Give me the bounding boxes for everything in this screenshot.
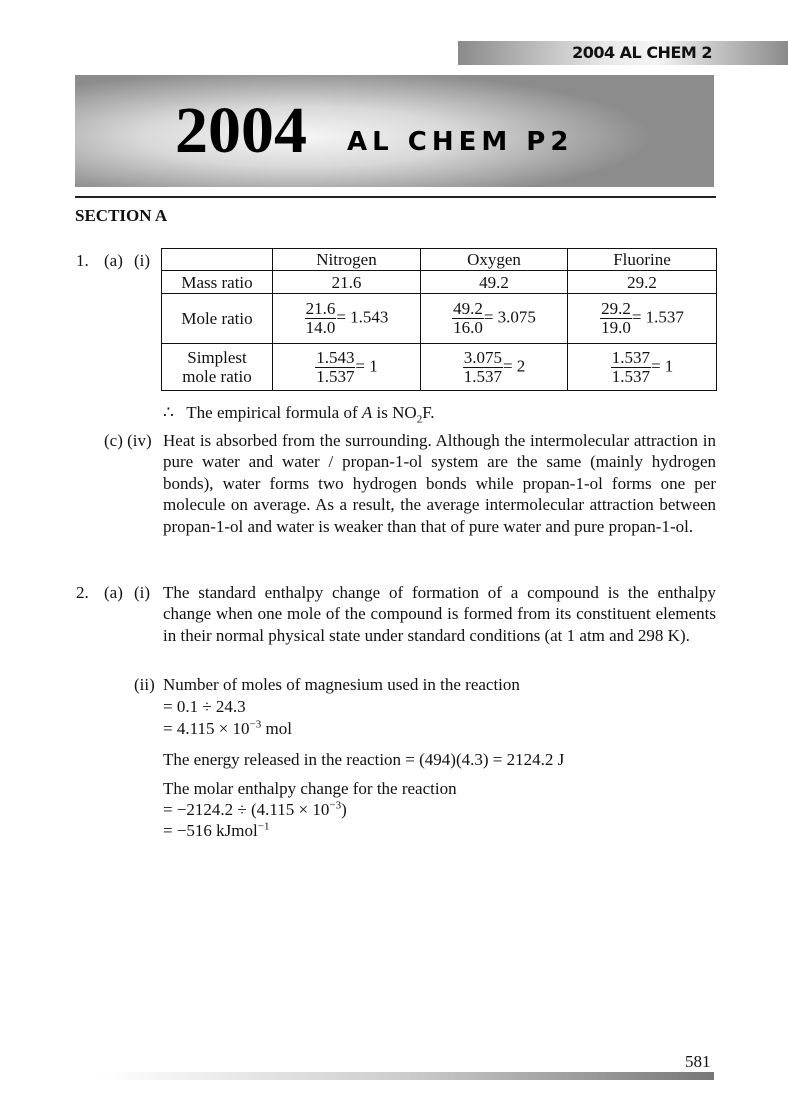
text: = −2124.2 ÷ (4.115 × 10 xyxy=(163,800,330,819)
numerator: 29.2 xyxy=(601,299,631,318)
result: = 1 xyxy=(355,355,378,375)
row-label: Mass ratio xyxy=(162,271,273,294)
q2-sub-ii: (ii) xyxy=(134,675,155,694)
numerator: 1.537 xyxy=(611,347,650,367)
header-cell xyxy=(162,249,273,271)
cell: 49.2 xyxy=(421,271,568,294)
fraction xyxy=(463,349,503,386)
q2-definition: The standard enthalpy change of formation of a compound is the enthalpy change when one mole of the compound is formed from its constituent elements in their normal physical state under standard conditions (at 1 atm and 298 K). xyxy=(163,583,716,645)
fraction xyxy=(611,349,651,386)
numerator: 3.075 xyxy=(463,347,502,367)
result: = 1 xyxy=(650,355,674,375)
text: is NO xyxy=(372,403,417,422)
numerator: 1.543 xyxy=(316,347,355,367)
label-line: mole ratio xyxy=(182,367,252,386)
banner-subtitle: AL CHEM P2 xyxy=(347,127,574,157)
therefore-symbol: ∴ xyxy=(163,403,174,422)
text: F. xyxy=(422,403,435,422)
result: = 1.537 xyxy=(631,307,684,327)
header-cell: Oxygen xyxy=(421,249,568,271)
label-line: Simplest xyxy=(187,348,247,367)
calc-line xyxy=(163,718,292,739)
text: ) xyxy=(341,800,347,819)
row-label xyxy=(162,344,273,391)
q2-part-a: (a) xyxy=(104,583,123,602)
variable: A xyxy=(361,403,373,422)
superscript: −3 xyxy=(249,718,262,731)
fraction xyxy=(315,349,355,386)
text: = 4.115 × 10 xyxy=(163,719,250,738)
running-header xyxy=(458,41,788,65)
calc-line xyxy=(163,820,269,841)
superscript: −3 xyxy=(329,799,342,812)
banner-year: 2004 xyxy=(175,94,307,167)
fraction xyxy=(600,300,632,337)
calc-line: = 0.1 ÷ 24.3 xyxy=(163,697,246,716)
calc-line: The molar enthalpy change for the reaction xyxy=(163,779,457,798)
header-cell: Nitrogen xyxy=(273,249,421,271)
q1-number: 1. xyxy=(76,251,89,270)
cell: 21.6 xyxy=(273,271,421,294)
cell xyxy=(273,294,421,344)
q1-part-a: (a) xyxy=(104,251,123,270)
title-banner xyxy=(75,75,714,187)
subscript: 2 xyxy=(416,413,423,426)
result: = 1.543 xyxy=(336,307,389,327)
cell xyxy=(421,294,568,344)
fraction xyxy=(452,300,484,337)
numerator: 21.6 xyxy=(305,299,336,318)
page-number: 581 xyxy=(685,1052,711,1071)
footer-bar xyxy=(100,1072,714,1080)
fraction xyxy=(305,300,337,337)
q1-part-c-answer: Heat is absorbed from the surrounding. Although the intermolecular attraction in pure water and water / propan-1-ol system are the same (mainly hydrogen bonds), water forms two hydrogen bonds while propan-1-ol forms one per molecule on average. As a result, the average intermolecular attraction between propan-1-ol and water is weaker than that of pure water and pure propan-1-ol. xyxy=(163,431,716,536)
denominator: 1.537 xyxy=(316,366,355,386)
cell xyxy=(568,294,717,344)
text: = −516 kJmol xyxy=(163,821,258,840)
denominator: 1.537 xyxy=(463,366,502,386)
result: = 3.075 xyxy=(483,307,536,327)
divider xyxy=(75,196,716,198)
conclusion xyxy=(163,402,435,426)
result: = 2 xyxy=(502,355,526,375)
header-cell: Fluorine xyxy=(568,249,717,271)
denominator: 14.0 xyxy=(305,318,336,337)
text: The empirical formula of xyxy=(186,403,362,422)
section-title: SECTION A xyxy=(75,206,168,225)
calc-line xyxy=(163,799,347,820)
calc-line: The energy released in the reaction = (494)(4.3) = 2124.2 J xyxy=(163,750,565,769)
text: mol xyxy=(261,719,292,738)
row-label: Mole ratio xyxy=(162,294,273,344)
denominator: 1.537 xyxy=(611,366,650,386)
calc-line: Number of moles of magnesium used in the reaction xyxy=(163,675,520,694)
q1-part-c-label: (c) (iv) xyxy=(104,431,152,450)
numerator: 49.2 xyxy=(453,299,483,318)
cell xyxy=(273,344,421,391)
q1-sub-i: (i) xyxy=(134,251,151,270)
empirical-formula-table xyxy=(161,248,717,391)
q2-number: 2. xyxy=(76,583,89,602)
cell xyxy=(421,344,568,391)
denominator: 19.0 xyxy=(601,318,631,337)
superscript: −1 xyxy=(257,820,270,833)
running-title: 2004 AL CHEM 2 xyxy=(572,43,712,62)
denominator: 16.0 xyxy=(453,318,483,337)
cell: 29.2 xyxy=(568,271,717,294)
cell xyxy=(568,344,717,391)
q2-sub-i: (i) xyxy=(134,583,151,602)
